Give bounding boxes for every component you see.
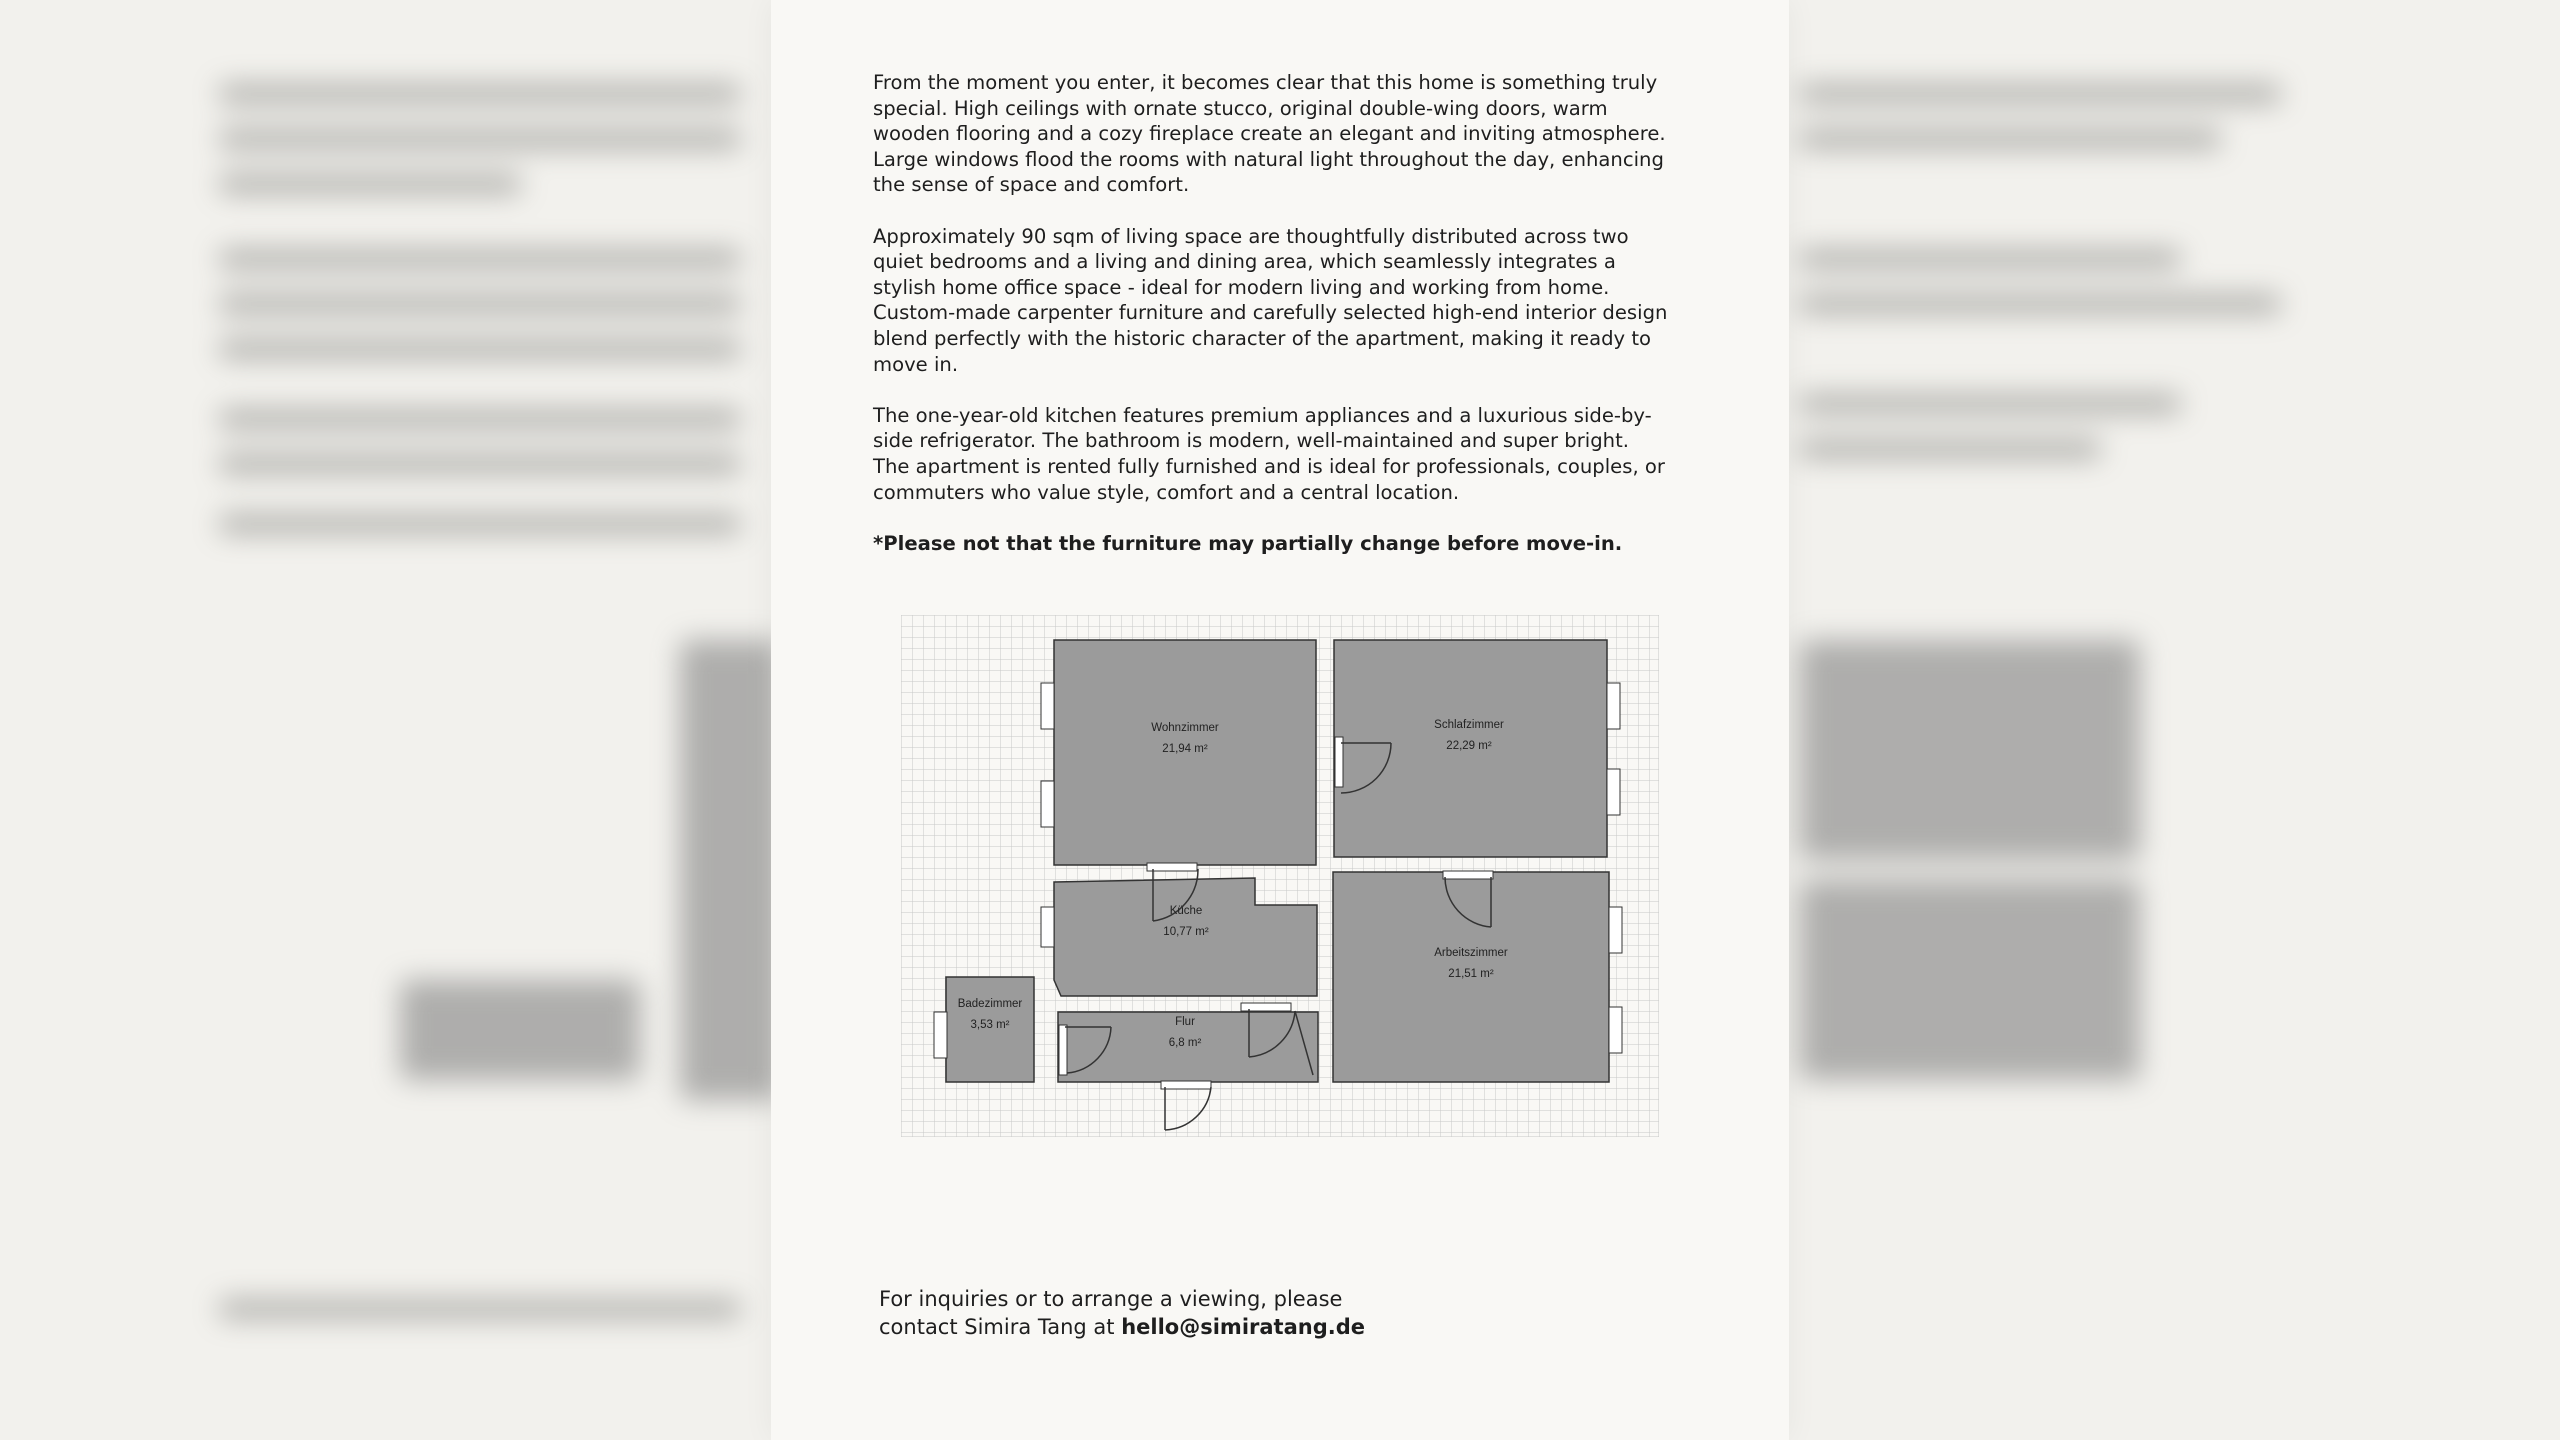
listing-description — [873, 70, 1673, 582]
description-paragraph-2: Approximately 90 sqm of living space are thoughtfully distributed across two quiet bedrooms and a living and dining area, which seamlessly integrates a stylish home office space - ideal for modern living and working from home. Custom-made carpenter furniture and carefully selected high-end interior design blend perfectly with the historic character of the apartment, making it ready to move in. — [873, 224, 1668, 376]
furniture-note: *Please not that the furniture may partially change before move-in. — [873, 531, 1623, 555]
area-flur: 6,8 m² — [1168, 1037, 1202, 1049]
description-kitchen-text: The one-year-old kitchen features premium appliances and a luxurious side-by-side refrigerator. The bathroom is modern, well-maintained and super bright. — [873, 403, 1652, 453]
label-kueche: Küche — [1169, 905, 1203, 917]
description-paragraph-1: From the moment you enter, it becomes clear that this home is something truly special. High ceilings with ornate stucco, original double-wing doors, warm wooden flooring and a cozy fireplace create an elegant and inviting atmosphere. Large windows flood the rooms with natural light throughout the day, enhancing the sense of space and comfort. — [873, 71, 1666, 197]
contact-email-link[interactable]: hello@simiratang.de — [1121, 1315, 1365, 1339]
label-arbeitszimmer: Arbeitszimmer — [1434, 947, 1508, 959]
area-arbeitszimmer: 21,51 m² — [1448, 968, 1494, 980]
description-furnished-text: The apartment is rented fully furnished and is ideal for professionals, couples, or commuters who value style, comfort and a central location. — [873, 454, 1665, 504]
description-paragraph-3 — [873, 403, 1673, 505]
contact-line-2 — [879, 1313, 1579, 1341]
area-badezimmer: 3,53 m² — [970, 1019, 1010, 1031]
area-schlafzimmer: 22,29 m² — [1446, 740, 1492, 752]
area-wohnzimmer: 21,94 m² — [1162, 743, 1208, 755]
area-kueche: 10,77 m² — [1163, 926, 1209, 938]
label-badezimmer: Badezimmer — [957, 998, 1023, 1010]
label-flur: Flur — [1175, 1016, 1195, 1028]
label-wohnzimmer: Wohnzimmer — [1151, 722, 1219, 734]
label-schlafzimmer: Schlafzimmer — [1434, 719, 1504, 731]
floorplan — [901, 615, 1659, 1137]
listing-page — [771, 0, 1789, 1440]
contact-line-1: For inquiries or to arrange a viewing, please — [879, 1287, 1343, 1311]
contact-info — [879, 1285, 1579, 1341]
contact-prefix: contact Simira Tang at — [879, 1315, 1122, 1339]
